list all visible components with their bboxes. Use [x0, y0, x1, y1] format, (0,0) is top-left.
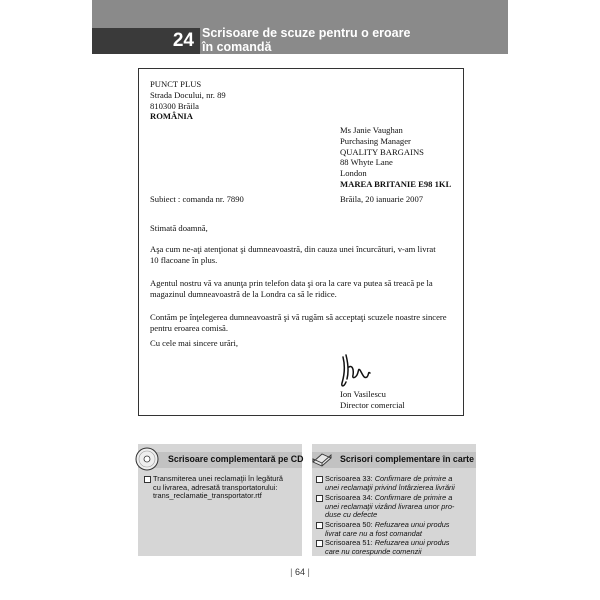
book-item-line: unei reclamaţii vizând livrarea unor pro- [325, 501, 455, 511]
book-item-line: livrat care nu a fost comandat [325, 528, 422, 538]
recipient-line: 88 Whyte Lane [340, 157, 393, 168]
recipient-line: Ms Janie Vaughan [340, 125, 403, 135]
checkbox[interactable] [316, 522, 323, 529]
sender-line: Strada Docului, nr. 89 [150, 89, 226, 100]
recipient-line: London [340, 168, 367, 179]
recipient-line: MAREA BRITANIE E98 1KL [340, 178, 452, 189]
cd-item-line: trans_reclamatie_transportator.rtf [153, 491, 262, 501]
chapter-title-line: în comandă [202, 40, 272, 54]
book-panel-title: Scrisori complementare în carte [340, 454, 474, 464]
cd-icon [134, 446, 160, 472]
paragraph-line: Contăm pe înţelegerea dumneavoastră şi vă rugăm să acceptaţi scuzele noastre sincere [150, 312, 447, 322]
page-footer: | 64 | [290, 567, 310, 577]
chapter-title-line: Scrisoare de scuze pentru o eroare [202, 26, 411, 40]
sender-line: PUNCT PLUS [150, 79, 202, 89]
recipient-address [340, 125, 451, 190]
book-item-line: Confirmare de primire a [374, 474, 453, 483]
letter-paragraph [150, 312, 447, 334]
cd-item-line: cu livrarea, adresată transportatorului: [153, 482, 278, 492]
signature-name: Ion Vasilescu [340, 389, 386, 399]
book-complementary-panel [312, 444, 476, 556]
checkbox[interactable] [316, 495, 323, 502]
book-item-line: Confirmare de primire a [374, 493, 453, 502]
recipient-line: QUALITY BARGAINS [340, 146, 424, 157]
checkbox[interactable] [144, 476, 151, 483]
book-item-line: Refuzarea unui produs [374, 520, 450, 529]
book-item-line: duse cu defecte [325, 510, 378, 520]
book-item-line: care nu corespunde comenzii [325, 546, 422, 556]
paragraph-line: Aşa cum ne-aţi atenţionat şi dumneavoastră, din cauza unei încurcături, v-am livrat [150, 244, 436, 254]
letter-subject: Subiect : comanda nr. 7890 [150, 194, 244, 204]
letter-ref: Scrisoarea 34: [325, 493, 373, 502]
paragraph-line: Agentul nostru vă va anunţa prin telefon data şi ora la care va putea să treacă pe la [150, 278, 433, 288]
book-item-line: unei reclamaţii privind întârzierea livrării [325, 482, 455, 492]
letter-paragraph [150, 278, 433, 300]
letter-closing: Cu cele mai sincere urări, [150, 338, 239, 348]
signature-block [340, 389, 405, 411]
cd-item-line: Transmiterea unei reclamaţii în legătură [153, 474, 283, 483]
page-number: 64 [294, 567, 305, 577]
letter-place-date: Brăila, 20 ianuarie 2007 [340, 194, 424, 204]
letter-ref: Scrisoarea 51: [325, 538, 373, 547]
sender-address [150, 79, 226, 122]
letter-salutation: Stimată doamnă, [150, 223, 208, 233]
letter-ref: Scrisoarea 50: [325, 520, 373, 529]
paragraph-line: pentru eroarea comisă. [150, 322, 229, 333]
checkbox[interactable] [316, 540, 323, 547]
book-icon [310, 446, 334, 470]
letter-ref: Scrisoarea 33: [325, 474, 373, 483]
handwritten-signature [336, 351, 376, 391]
sender-line: 810300 Brăila [150, 100, 199, 111]
chapter-title [202, 26, 442, 54]
checkbox[interactable] [316, 476, 323, 483]
paragraph-line: 10 flacoane în plus. [150, 254, 218, 265]
cd-complementary-panel [138, 444, 302, 556]
sender-line: ROMÂNIA [150, 111, 193, 122]
letter-paragraph [150, 244, 436, 266]
book-item-line: Refuzarea unui produs [374, 538, 450, 547]
cd-panel-title: Scrisoare complementară pe CD [168, 454, 304, 464]
chapter-number: 24 [172, 30, 194, 51]
recipient-line: Purchasing Manager [340, 135, 411, 146]
paragraph-line: magazinul dumneavoastră de la Londra ca să le ridice. [150, 288, 337, 299]
signature-title: Director comercial [340, 399, 405, 410]
